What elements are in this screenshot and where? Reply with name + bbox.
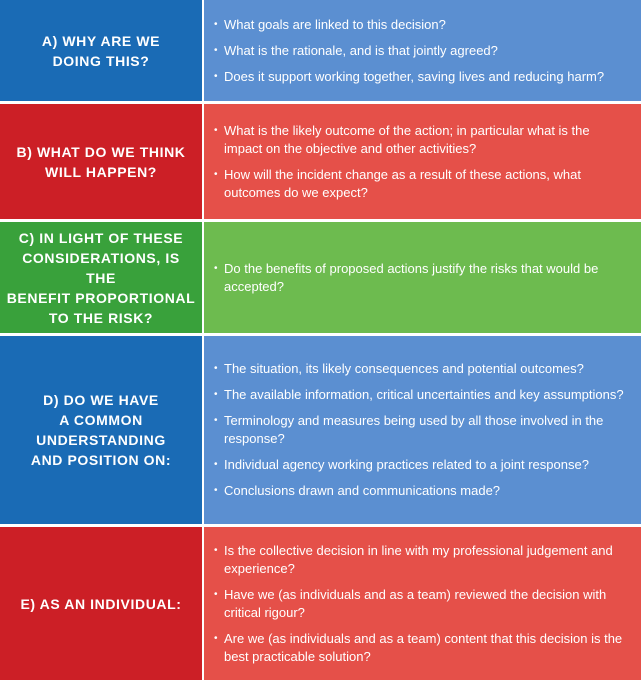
bullet-item: • Conclusions drawn and communications made? <box>214 482 631 500</box>
row-questions <box>204 0 641 101</box>
heading-text: E) AS AN INDIVIDUAL: <box>20 595 182 612</box>
bullet-item: • Are we (as individuals and as a team) content that this decision is the best practicable solution? <box>214 630 631 666</box>
row-questions <box>204 336 641 524</box>
bullet-item: • What is the likely outcome of the action; in particular what is the impact on the objective and other activities? <box>214 122 631 158</box>
bullet-item: • Individual agency working practices related to a joint response? <box>214 456 631 474</box>
heading-text: A) WHY ARE WE DOING THIS? <box>41 32 161 69</box>
heading-text: D) DO WE HAVE A COMMON UNDERSTANDING AND POSITION ON: <box>30 392 172 468</box>
heading-text: B) WHAT DO WE THINK WILL HAPPEN? <box>16 143 186 180</box>
row-heading <box>0 336 202 524</box>
row-what-happen <box>0 104 641 219</box>
row-questions <box>204 527 641 680</box>
row-why <box>0 0 641 101</box>
bullet-item: • Is the collective decision in line with my professional judgement and experience? <box>214 542 631 578</box>
row-heading <box>0 104 202 219</box>
bullet-item: • Terminology and measures being used by all those involved in the response? <box>214 412 631 448</box>
row-questions <box>204 222 641 333</box>
row-proportional <box>0 222 641 333</box>
row-heading <box>0 0 202 101</box>
row-individual <box>0 527 641 680</box>
bullet-item: • The available information, critical uncertainties and key assumptions? <box>214 386 631 404</box>
bullet-item: • The situation, its likely consequences and potential outcomes? <box>214 360 631 378</box>
bullet-item: • What goals are linked to this decision? <box>214 16 631 34</box>
bullet-item: • Do the benefits of proposed actions justify the risks that would be accepted? <box>214 260 631 296</box>
bullet-item: • What is the rationale, and is that jointly agreed? <box>214 42 631 60</box>
row-heading <box>0 527 202 680</box>
heading-text: C) IN LIGHT OF THESE CONSIDERATIONS, IS THE BENEFIT PROPORTIONAL TO THE RISK? <box>6 229 196 326</box>
row-heading <box>0 222 202 333</box>
bullet-item: • Does it support working together, saving lives and reducing harm? <box>214 68 631 86</box>
bullet-item: • Have we (as individuals and as a team) reviewed the decision with critical rigour? <box>214 586 631 622</box>
bullet-item: • How will the incident change as a result of these actions, what outcomes do we expect? <box>214 166 631 202</box>
row-common-understanding <box>0 336 641 524</box>
row-questions <box>204 104 641 219</box>
